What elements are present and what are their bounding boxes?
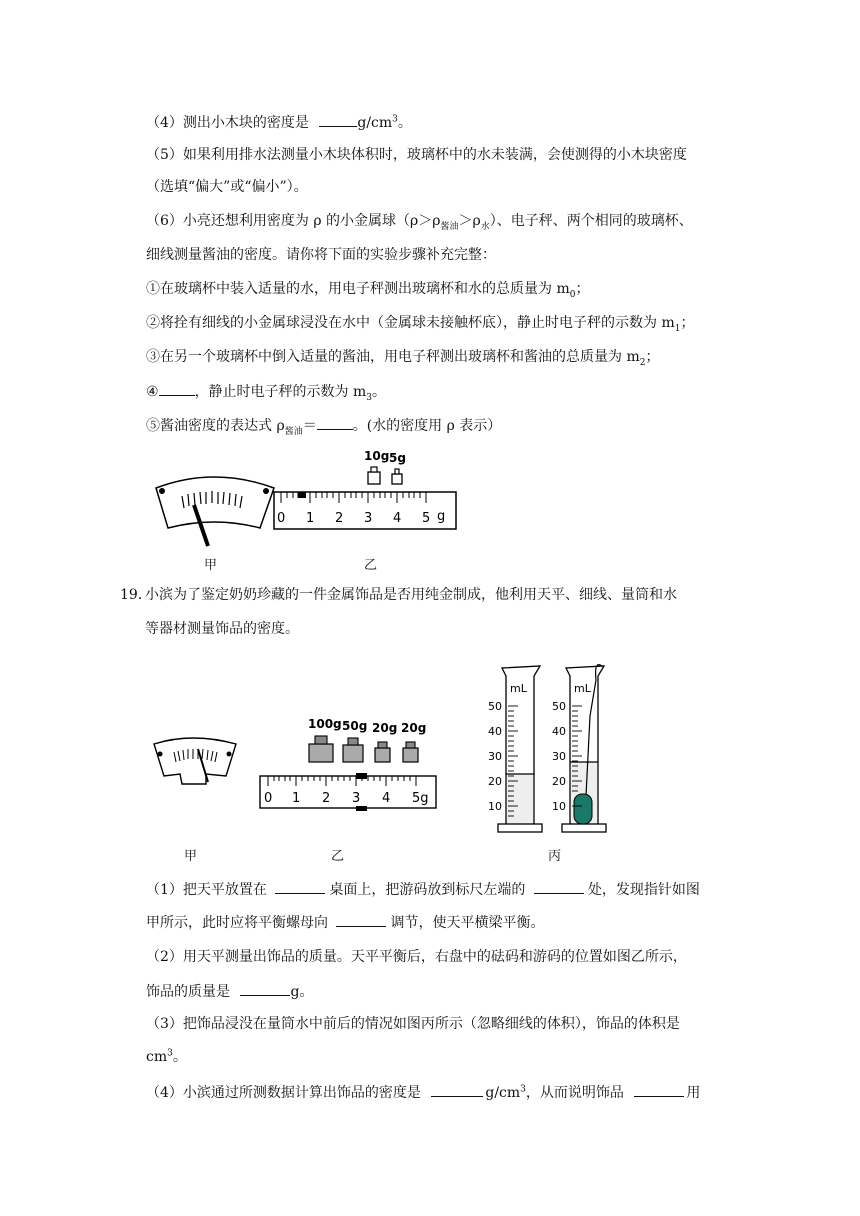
svg-text:g: g (437, 509, 446, 524)
q19-3-line-a: （3）把饰品浸没在量筒水中前后的情况如图丙所示（忽略细线的体积），饰品的体积是 (146, 1016, 680, 1032)
q19-4-text-1: （4）小滨通过所测数据计算出饰品的密度是 (146, 1085, 421, 1101)
q19-3-exp: 3 (167, 1048, 173, 1059)
svg-text:20g: 20g (372, 721, 398, 735)
answer-blank[interactable] (159, 381, 195, 396)
q6-sub-2: 水 (480, 221, 490, 232)
svg-text:40: 40 (488, 725, 502, 738)
step-5-sub: 酱油 (284, 426, 303, 437)
svg-text:3: 3 (352, 791, 361, 806)
line-q5b: （选填“偏大”或“偏小”）。 (146, 179, 308, 195)
step-3 (146, 347, 659, 367)
step-4-sub: 3 (366, 392, 373, 403)
line-q4 (146, 112, 412, 133)
figure-2 (150, 656, 610, 836)
answer-blank[interactable] (275, 879, 325, 894)
svg-text:0: 0 (277, 511, 286, 526)
svg-text:1: 1 (306, 511, 315, 526)
svg-text:50g: 50g (342, 719, 368, 733)
svg-text:3: 3 (364, 511, 373, 526)
svg-text:mL: mL (510, 682, 527, 695)
svg-text:5g: 5g (412, 791, 429, 806)
svg-text:30: 30 (488, 750, 502, 763)
q19-1-line-a (146, 879, 700, 900)
line-q5a: （5）如果利用排水法测量小木块体积时，玻璃杯中的水未装满，会使测得的小木块密度 (146, 147, 687, 163)
q6-text-1: （6）小亮还想利用密度为 ρ 的小金属球（ρ＞ρ (146, 213, 441, 229)
q19-1-text-2: 桌面上，把游码放到标尺左端的 (329, 882, 526, 898)
step-2-text: ②将拴有细线的小金属球浸没在水中（金属球未接触杯底），静止时电子秤的示数为 m (146, 315, 675, 331)
svg-text:20g: 20g (401, 721, 427, 735)
caption-yi-2: 乙 (331, 849, 345, 864)
q4-text: （4）测出小木块的密度是 (146, 115, 309, 131)
q6-text-2: ＞ρ (458, 213, 481, 229)
q6-text-3: ）、电子秤、两个相同的玻璃杯、 (489, 213, 693, 229)
svg-text:2: 2 (335, 511, 344, 526)
answer-blank[interactable] (319, 112, 357, 127)
question-number: 19. (120, 587, 143, 603)
q4-exp: 3 (392, 114, 398, 125)
q19-2-text-1: 饰品的质量是 (146, 984, 230, 1000)
answer-blank[interactable] (534, 879, 584, 894)
svg-text:4: 4 (393, 511, 402, 526)
weight-10g (364, 449, 389, 484)
answer-blank[interactable] (431, 1082, 483, 1097)
answer-blank[interactable] (317, 415, 353, 430)
q19-4-text-3: 用 (686, 1085, 701, 1101)
weight-5g (389, 451, 406, 484)
svg-text:4: 4 (382, 791, 391, 806)
q4-unit: g/cm (357, 115, 393, 131)
svg-text:30: 30 (552, 750, 566, 763)
caption-yi-1: 乙 (364, 558, 378, 573)
figure-1 (150, 448, 460, 576)
q19-1-text-3: 处，发现指针如图 (587, 882, 700, 898)
svg-text:10: 10 (488, 800, 502, 813)
step-3-sub: 2 (639, 357, 646, 368)
q4-end: 。 (397, 115, 412, 131)
step-5-eq: ＝ (302, 418, 317, 434)
svg-text:50: 50 (552, 700, 566, 713)
q19-line-1: 小滨为了鉴定奶奶珍藏的一件金属饰品是否用纯金制成，他利用天平、细线、量筒和水 (145, 587, 677, 603)
weight-20g-a (372, 721, 397, 762)
svg-text:20: 20 (552, 775, 566, 788)
q19-3-end: 。 (172, 1049, 187, 1065)
caption-bing-2: 丙 (548, 849, 562, 864)
svg-text:5: 5 (422, 511, 431, 526)
svg-text:20: 20 (488, 775, 502, 788)
step-5-end: 。(水的密度用 ρ 表示） (352, 418, 502, 434)
svg-text:100g: 100g (308, 717, 342, 731)
q19-2-line-b (146, 981, 313, 1002)
q19-1-line-b (146, 912, 544, 933)
svg-text:1: 1 (292, 791, 301, 806)
step-3-end: ； (645, 349, 660, 365)
step-2-sub: 1 (674, 323, 681, 334)
q19-3-unit: cm (146, 1049, 168, 1065)
step-4-prefix: ④ (146, 384, 159, 400)
step-3-text: ③在另一个玻璃杯中倒入适量的酱油，用电子秤测出玻璃杯和酱油的总质量为 m (146, 349, 640, 365)
step-5-text: ⑤酱油密度的表达式 ρ (146, 418, 285, 434)
q19-2-text-2: g。 (290, 984, 314, 1000)
q19-line-2: 等器材测量饰品的密度。 (145, 621, 299, 637)
slider-scale (274, 492, 456, 529)
graduated-cylinder-after (552, 665, 606, 832)
svg-text:50: 50 (488, 700, 502, 713)
graduated-cylinder-before (488, 666, 542, 832)
step-2-end: ； (680, 315, 695, 331)
q19-1-text-5: 调节，使天平横梁平衡。 (390, 915, 545, 931)
step-5 (146, 415, 501, 436)
q19-1-text-1: （1）把天平放置在 (146, 882, 267, 898)
step-2 (146, 313, 694, 333)
svg-text:5g: 5g (389, 451, 406, 465)
rider-top (356, 773, 367, 779)
step-1-text: ①在玻璃杯中装入适量的水，用电子秤测出玻璃杯和水的总质量为 m (146, 281, 570, 297)
step-1 (146, 279, 589, 299)
q19-4-text-2: ，从而说明饰品 (525, 1085, 624, 1101)
step-4-text: ，静止时电子秤的示数为 m (194, 384, 367, 400)
rider (298, 492, 306, 498)
answer-blank[interactable] (240, 981, 290, 996)
answer-blank[interactable] (634, 1082, 684, 1097)
svg-text:mL: mL (574, 682, 591, 695)
line-q6a (146, 211, 693, 231)
caption-jia-1: 甲 (204, 558, 218, 573)
caption-jia-2: 甲 (184, 849, 198, 864)
svg-text:10: 10 (552, 800, 566, 813)
balance-dial (154, 738, 236, 784)
q6-sub-1: 酱油 (440, 221, 459, 232)
weight-100g (308, 717, 342, 762)
step-1-end: ； (575, 281, 590, 297)
step-1-sub: 0 (569, 289, 576, 300)
weight-50g (342, 719, 367, 762)
ornament (574, 794, 592, 824)
q19-1-text-4: 甲所示，此时应将平衡螺母向 (146, 915, 328, 931)
svg-text:2: 2 (322, 791, 331, 806)
q19-3-line-b (146, 1047, 187, 1067)
line-q6b: 细线测量酱油的密度。请你将下面的实验步骤补充完整： (146, 247, 496, 263)
rider-bottom (356, 806, 367, 811)
step-4 (146, 381, 386, 402)
svg-text:10g: 10g (364, 449, 390, 463)
slider-scale (260, 773, 436, 811)
q19-4-exp: 3 (520, 1084, 526, 1095)
step-4-end: 。 (372, 384, 387, 400)
q19-4-unit: g/cm (485, 1085, 521, 1101)
weight-20g-b (401, 721, 426, 762)
q19-2-line-a: （2）用天平测量出饰品的质量。天平平衡后，右盘中的砝码和游码的位置如图乙所示， (146, 949, 687, 965)
answer-blank[interactable] (336, 912, 386, 927)
svg-text:0: 0 (264, 791, 273, 806)
balance-dial (156, 477, 274, 546)
q19-4-line (146, 1082, 700, 1103)
svg-text:40: 40 (552, 725, 566, 738)
